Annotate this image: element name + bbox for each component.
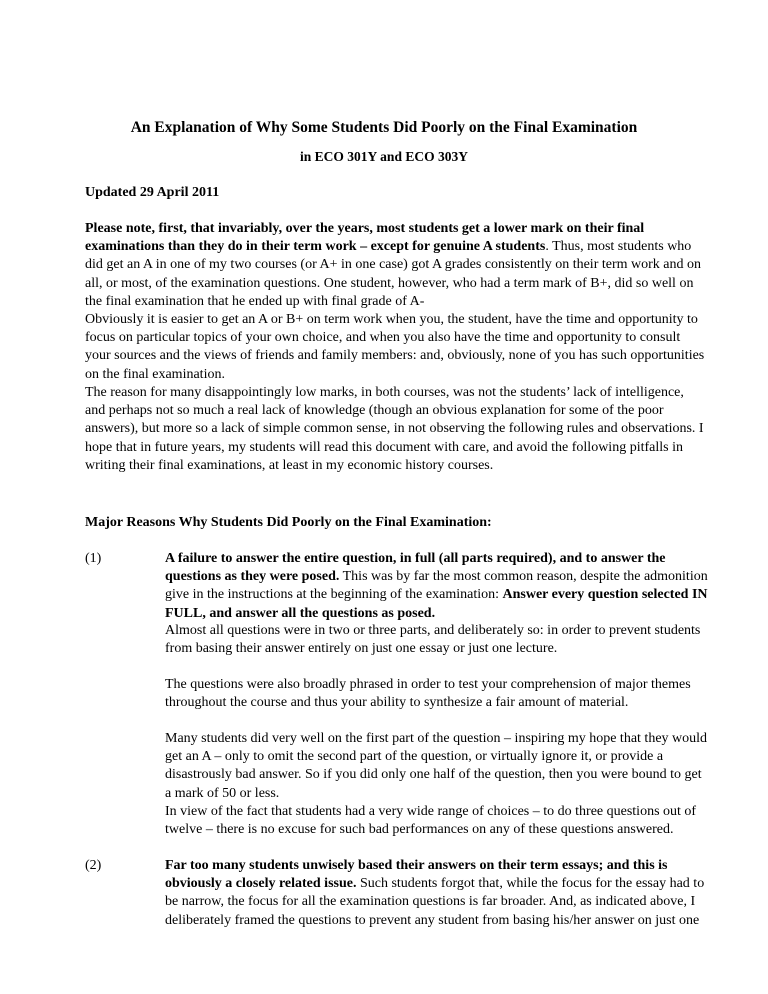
section-heading: Major Reasons Why Students Did Poorly on the Final Examination: bbox=[85, 515, 492, 530]
updated-date: Updated 29 April 2011 bbox=[85, 185, 220, 200]
paragraph-3: The reason for many disappointingly low marks, in both courses, was not the students’ lack of intelligence, and perhaps not so much a real lack of knowledge (though an obvious explanation for some of the poor answers), but more so a lack of simple common sense, in not observing the following rules and observations. I hope that in future years, my students will read this document with care, and avoid the following pitfalls in writing their final examinations, at least in my economic history courses. bbox=[85, 385, 704, 473]
item-1-paragraph-5: In view of the fact that students had a very wide range of choices – to do three questions out of twelve – there is no excuse for such bad performances on any of these questions answered. bbox=[165, 804, 697, 838]
document-title: An Explanation of Why Some Students Did Poorly on the Final Examination bbox=[130, 119, 638, 136]
item-2-paragraph bbox=[165, 857, 710, 930]
intro-text: . Thus, most students who did get an A in one of my two courses (or A+ in one case) got A grades consistently on their term work and on all, or most, of the examination questions. One student, however, who had a term mark of B+, did so well on the final examination that he ended up with final grade of A- bbox=[85, 239, 701, 309]
item-1-bold-tail: Answer every question selected IN FULL, and answer all the questions as posed. bbox=[165, 587, 708, 621]
item-2-number: (2) bbox=[85, 858, 102, 873]
document-subtitle: in ECO 301Y and ECO 303Y bbox=[300, 149, 468, 164]
item-1-paragraph bbox=[165, 550, 710, 623]
item-1-paragraph-3: The questions were also broadly phrased in order to test your comprehension of major themes throughout the course and thus your ability to synthesize a fair amount of material. bbox=[165, 677, 691, 711]
item-2-text: Such students forgot that, while the focus for the essay had to be narrow, the focus for all the examination questions is far broader. And, as indicated above, I deliberately framed the questions to prevent any student from basing his/her answer on just one bbox=[165, 876, 705, 928]
item-1-paragraph-4: Many students did very well on the first part of the question – inspiring my hope that they would get an A – only to omit the second part of the question, or virtually ignore it, or provide a disastrously bad answer. So if you did only one half of the question, then you were bound to get a mark of 50 or less. bbox=[165, 731, 708, 801]
item-1-bold-lead: A failure to answer the entire question, in full (all parts required), and to answer the questions as they were posed. bbox=[165, 551, 666, 585]
item-1-paragraph-2: Almost all questions were in two or three parts, and deliberately so: in order to prevent students from basing their answer entirely on just one essay or just one lecture. bbox=[165, 623, 701, 657]
item-1-number: (1) bbox=[85, 551, 102, 566]
intro-paragraph bbox=[85, 220, 705, 311]
intro-bold-text: Please note, first, that invariably, over the years, most students get a lower mark on their final examinations than they do in their term work – except for genuine A students bbox=[85, 221, 645, 255]
paragraph-2: Obviously it is easier to get an A or B+ on term work when you, the student, have the time and opportunity to focus on particular topics of your own choice, and when you also have the time and opportunity to consult your sources and the views of friends and family members: and, obviously, none of you has such opportunities on the final examination. bbox=[85, 312, 705, 382]
item-2-bold-lead: Far too many students unwisely based their answers on their term essays; and this is obviously a closely related issue. bbox=[165, 858, 668, 892]
item-1-text: This was by far the most common reason, despite the admonition give in the instructions at the beginning of the examination: bbox=[165, 569, 708, 603]
